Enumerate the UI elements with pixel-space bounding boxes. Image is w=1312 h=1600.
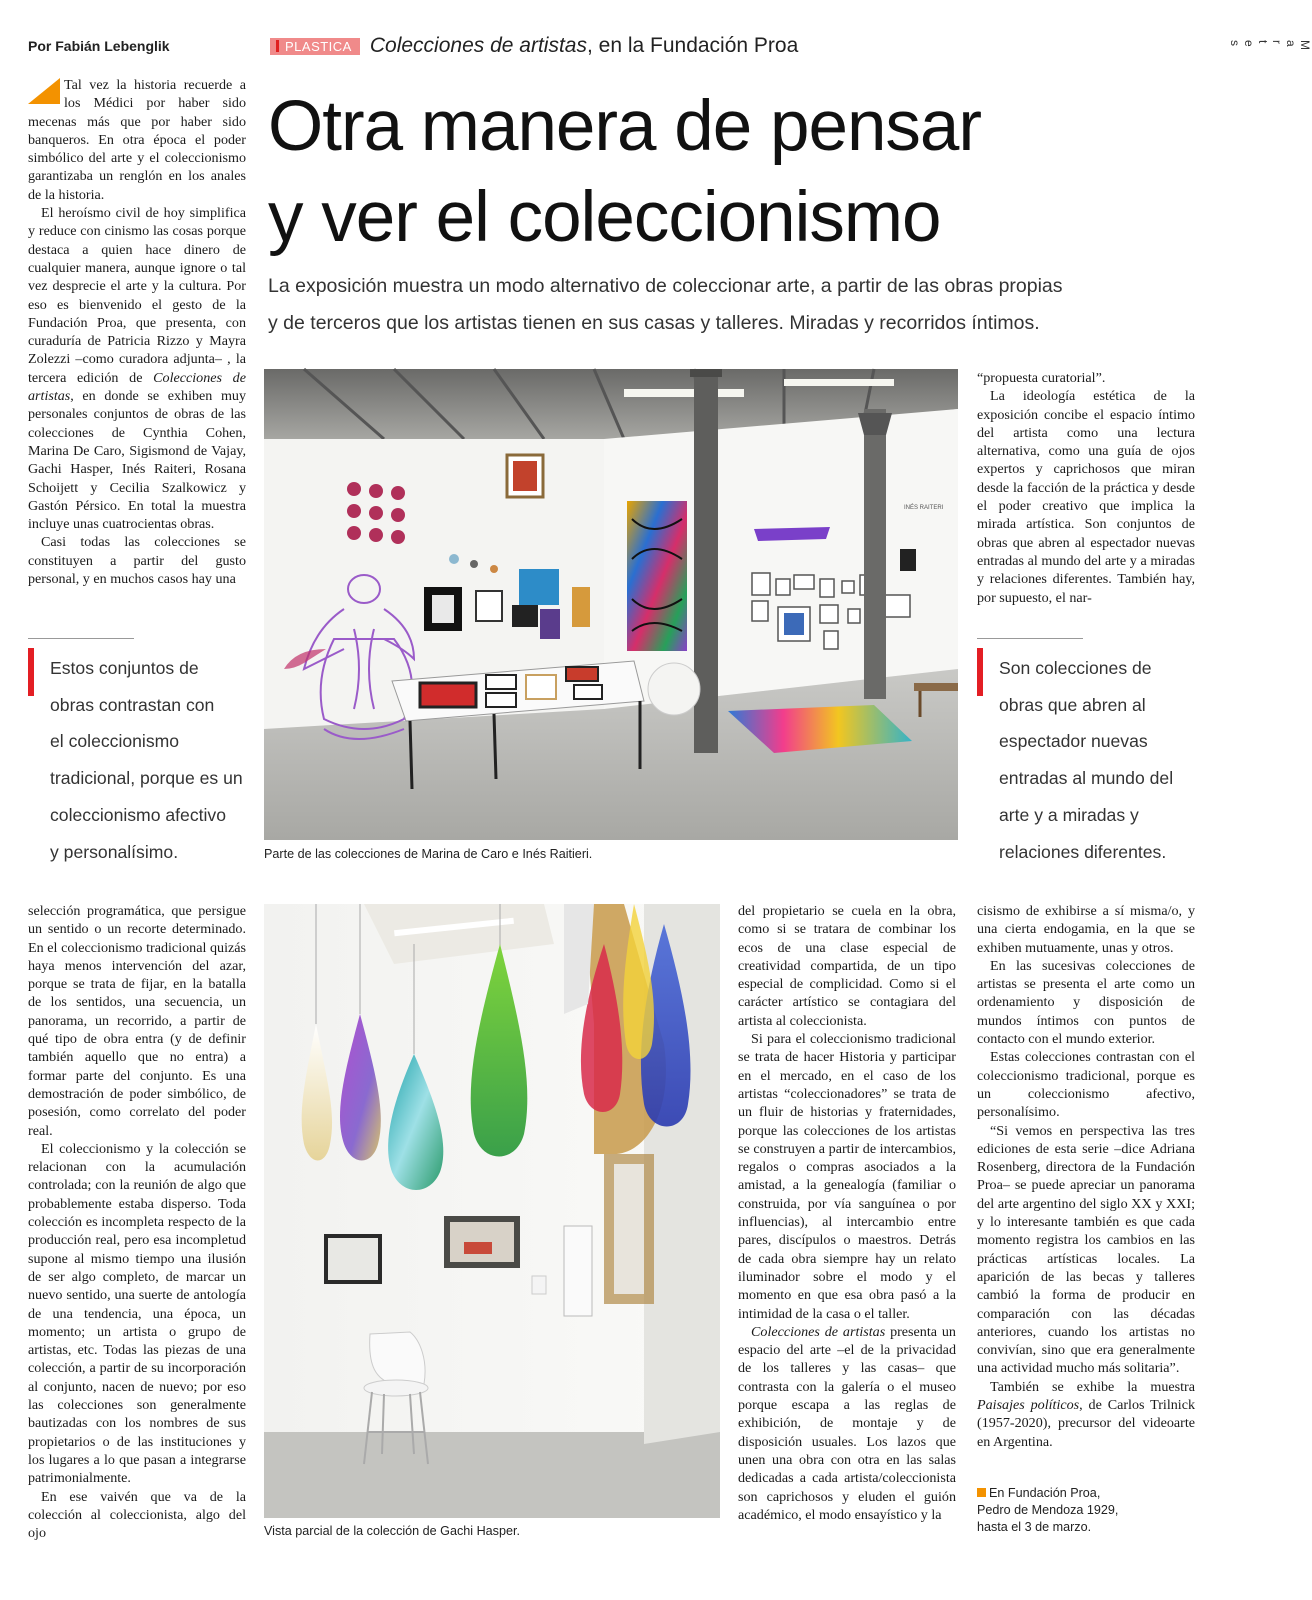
pull-quote-text: Estos conjuntos de obras contrastan con el coleccionismo tradicional, porque es un coleccionismo afectivo y personalísimo. [50, 658, 243, 862]
paragraph: selección programática, que persigue un sentido o un recorte determinado. En el coleccionismo tradicional quizás haya menos intervención del azar, porque se trata de fijar, en la batalla de los sentidos, una secuencia, un panorama, un recorrido, a partir de qué tipo de obra entra (y de definir también aquello que no entra) a formar parte del conjunto. Es una demostración de poder simbólico, de posesión, como correlato del poder real. [28, 903, 246, 1139]
headline-line-2: y ver el coleccionismo [268, 177, 941, 257]
paragraph: Si para el coleccionismo tradicional se trata de hacer Historia y participar en el mercado, en el caso de los artistas “coleccionadores” se trata de un fluir de historias y fraternidades, porque las colecciones de los artistas se construyen a partir de intercambios, regalos o compras asociados a la amistad, a la genealogía (familiar o construida, por vía sanguínea o por influencias), al intercambio entre pares, discípulos o maestros. Detrás de cada obra siempre hay un relato iluminador sobre el modo y el momento en que esa obra pasó a la intimidad de la casa o el taller. [738, 1031, 956, 1322]
pull-quote-text: Son colecciones de obras que abren al espectador nuevas entradas al mundo del arte y a miradas y relaciones diferentes. [999, 658, 1174, 862]
section-tag-label: PLASTICA [285, 38, 352, 54]
paragraph: También se exhibe la muestra Paisajes políticos, de Carlos Trilnick (1957-2020), precursor del videoarte en Argentina. [977, 1378, 1196, 1450]
section-header [270, 34, 798, 58]
gallery-sign: INÉS RAITERI [904, 505, 944, 511]
info-line-1: En Fundación Proa, [989, 1486, 1101, 1500]
side-strip-text: M a r t e s [1228, 40, 1312, 50]
info-line-2: Pedro de Mendoza 1929, [977, 1503, 1119, 1517]
column-right-top [977, 369, 1195, 607]
paragraph: Colecciones de artistas presenta un espacio del arte –el de la privacidad de los talleres y las casas– que contrasta con la galería o el museo porque escapa a las reglas de exhibición, de montaje y de disposición usuales. Los lazos que unen una obra con otra en las salas dedicadas a cada artista/coleccionista son caprichosos y eluden el guión académico, el modo ensayístico y la [738, 1323, 956, 1523]
paragraph: Estas colecciones contrastan con el coleccionismo tradicional, porque es un coleccionismo afectivo, personalísimo. [977, 1049, 1195, 1121]
headline [268, 82, 1188, 264]
paragraph: La ideología estética de la exposición concibe el espacio íntimo del artista como una lectura alternativa, como una guía de ojos expertos y caprichosos que miran desde la facción de la práctica y desde el poder creativo que implica la mirada artística. Son conjuntos de obras que abren al espectador nuevas entradas al mundo del arte y a miradas y relaciones diferentes. También hay, por supuesto, el nar- [977, 388, 1195, 606]
deck-line-2: y de terceros que los artistas tienen en sus casas y talleres. Miradas y recorridos íntimos. [268, 312, 1040, 334]
photo-2-caption: Vista parcial de la colección de Gachi Hasper. [264, 1524, 520, 1538]
column-bottom-1 [28, 902, 246, 1542]
paragraph: El heroísmo civil de hoy simplifica y reduce con cinismo las cosas porque destaca a quien hace dinero de cualquier manera, aunque ignore o tal vez desprecie el arte y la cultura. Por eso es bienvenido el gesto de la Fundación Proa, que presenta, con curaduría de Patricia Rizzo y Mayra Zolezzi –como curadora adjunta– , la tercera edición de Colecciones de artistas, en donde se exhiben muy personales conjuntos de obras de las colecciones de Cynthia Cohen, Marina De Caro, Sigismond de Vajay, Gachi Hasper, Inés Raiteri, Rosana Schoijett y Cecilia Szalkowicz y Gastón Pérsico. En total la muestra incluye unas cuatrocientas obras. [28, 205, 246, 533]
paragraph: Tal vez la historia recuerde a los Médici por haber sido mecenas más que por haber sido banqueros. En otra época el poder simbólico del arte y el coleccionismo garantizaba un renglón en los anales de la historia. [28, 77, 246, 203]
paragraph: El coleccionismo y la colección se relacionan con la acumulación controlada; con la reunión de algo que probablemente estaba disperso. Toda colección es incompleta respecto de la producción real, pero esa incompletud supone al mismo tiempo una ilusión de ser algo completo, de marcar un nuevo sentido, una suerte de antología de una tendencia, una época, un momento; un artista o grupo de artistas, etc. Todas las piezas de una colección, a partir de su incorporación al conjunto, nacen de nuevo; por eso las colecciones son generalmente bautizadas con los nombres de sus propietarios o de las instituciones y los lugares a lo que pasan a integrarse patrimonialmente. [28, 1140, 246, 1487]
gallery-photo-1 [264, 369, 958, 840]
paragraph: Casi todas las colecciones se constituyen a partir del gusto personal, y en muchos casos hay una [28, 534, 246, 588]
section-tag-bar [276, 40, 279, 52]
section-tag [270, 38, 360, 55]
pull-quote-red-bar [28, 648, 34, 696]
deck-line-1: La exposición muestra un modo alternativo de coleccionar arte, a partir de las obras propias [268, 275, 1063, 297]
pull-quote-right [977, 638, 1207, 878]
byline: Por Fabián Lebenglik [28, 38, 170, 54]
column-bottom-3 [738, 902, 956, 1524]
pull-quote-left [28, 638, 258, 878]
orange-square-icon [977, 1488, 986, 1497]
side-date-strip [1228, 40, 1312, 120]
headline-line-1: Otra manera de pensar [268, 87, 982, 166]
pull-quote-red-bar [977, 648, 983, 696]
paragraph: “Si vemos en perspectiva las tres ediciones de esta serie –dice Adriana Rosenberg, directora de la Fundación Proa– se puede apreciar un panorama del arte argentino del siglo XX y XXI; y lo interesante también es que cada momento registra los cambios en las prácticas artísticas locales. La aparición de las becas y talleres cambió la forma de producir en comparación con las décadas anteriores, cuando los artistas no convivían, sino que era generalmente una actividad mucho más solitaria”. [977, 1122, 1195, 1377]
paragraph: En ese vaivén que va de la colección al coleccionista, algo del ojo [28, 1488, 246, 1542]
info-line-3: hasta el 3 de marzo. [977, 1520, 1092, 1534]
paragraph: cisismo de exhibirse a sí misma/o, y una cierta endogamia, en la que se exhiben mutuamente, unas y otros. [977, 903, 1195, 956]
column-left-top [28, 76, 246, 588]
photo-1-caption: Parte de las colecciones de Marina de Caro e Inés Raitieri. [264, 847, 593, 861]
deck [268, 268, 1188, 342]
column-bottom-4 [977, 902, 1195, 1451]
paragraph: del propietario se cuela en la obra, como si se tratara de combinar los ecos de una clase especial de creatividad compartida, de un tipo especial de complicidad. Como si el carácter artístico se contagiara del artista al coleccionista. [738, 903, 956, 1029]
dropcap-triangle-icon [28, 78, 60, 104]
kicker-italic: Colecciones de artistas [369, 34, 587, 57]
paragraph: “propuesta curatorial”. [977, 370, 1106, 386]
paragraph: En las sucesivas colecciones de artistas se presenta el arte como un ordenamiento y disposición de mundos íntimos con puntos de contacto con el mundo exterior. [977, 957, 1195, 1048]
exhibition-info [977, 1485, 1177, 1536]
pull-quote-rule [28, 638, 134, 639]
kicker [370, 34, 798, 58]
pull-quote-rule [977, 638, 1083, 639]
gallery-photo-2 [264, 904, 720, 1518]
kicker-rest: , en la Fundación Proa [586, 34, 799, 57]
